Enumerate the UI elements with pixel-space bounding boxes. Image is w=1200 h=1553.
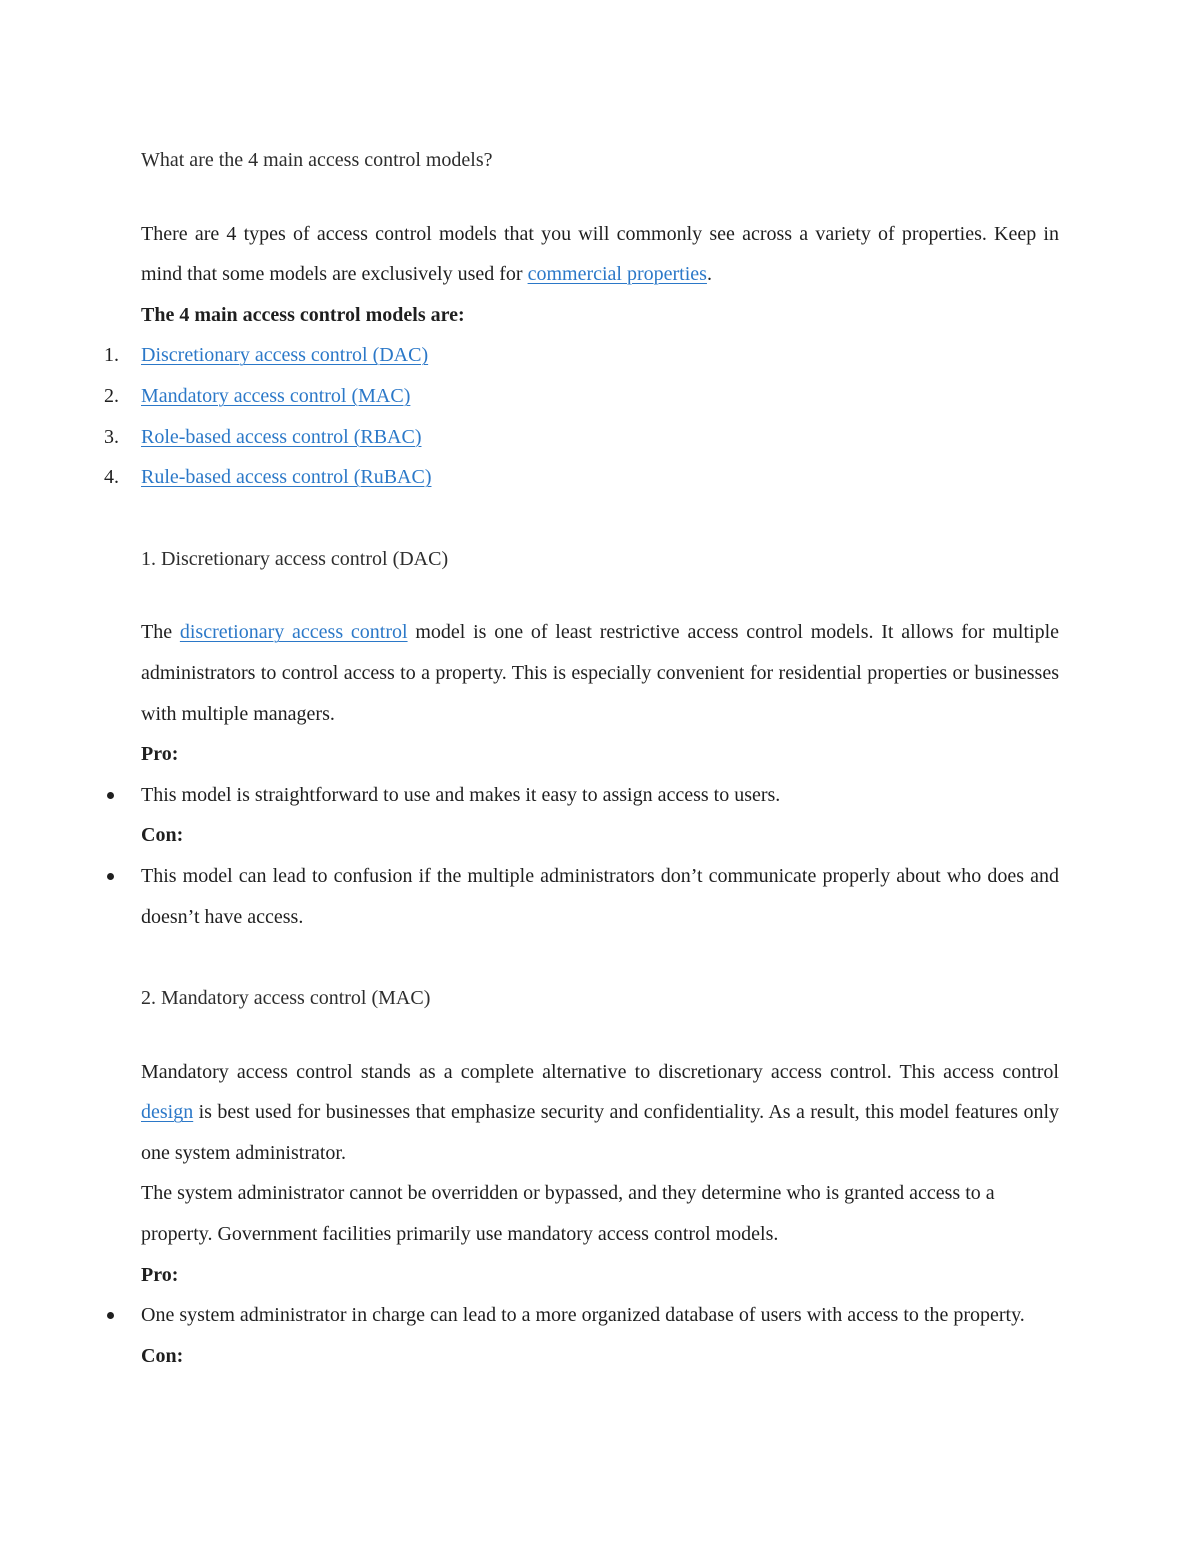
bullet-icon	[107, 792, 114, 799]
dac-con-text: This model can lead to confusion if the multiple administrators don’t communicate properly about who does and doesn’t have access.	[141, 864, 1059, 928]
dac-con-label: Con:	[141, 824, 184, 847]
intro-text-before: There are 4 types of access control models that you will commonly see across a variety of properties. Keep in mind that some models are exclusively used for	[141, 222, 1059, 286]
list-item	[104, 376, 1059, 417]
discretionary-access-control-link[interactable]: discretionary access control	[179, 621, 408, 644]
design-link[interactable]: design	[141, 1101, 194, 1124]
commercial-properties-link[interactable]: commercial properties	[527, 263, 707, 286]
question-heading: What are the 4 main access control models?	[141, 149, 493, 171]
spacer	[141, 937, 1059, 978]
mac-pro-list	[141, 1295, 1059, 1336]
dac-text-after: model is one of least restrictive access control models. It allows for multiple administrators to control access to a property. This is especially convenient for residential properties or businesses with multiple managers.	[141, 621, 1060, 725]
mac-text-before: Mandatory access control stands as a complete alternative to discretionary access control. This access control	[141, 1060, 1059, 1083]
list-number: 3.	[104, 425, 119, 448]
bullet-icon	[107, 873, 114, 880]
mac-con-label: Con:	[141, 1344, 184, 1367]
rbac-link[interactable]: Role-based access control (RBAC)	[141, 425, 422, 448]
list-number: 4.	[104, 466, 119, 489]
mac-paragraph-2: The system administrator cannot be overridden or bypassed, and they determine who is granted access to a property. Government facilities primarily use mandatory access control models.	[141, 1182, 995, 1246]
intro-text-after: .	[706, 263, 712, 286]
list-item	[104, 335, 1059, 376]
dac-section-heading: 1. Discretionary access control (DAC)	[141, 547, 449, 570]
mac-paragraph-1	[141, 1052, 1059, 1174]
intro-paragraph	[141, 214, 1059, 295]
mac-text-after: is best used for businesses that emphasize security and confidentiality. As a result, this model features only one system administrator.	[141, 1101, 1059, 1164]
list-item	[104, 417, 1059, 458]
list-item	[141, 775, 1059, 816]
list-number: 2.	[104, 384, 119, 407]
mac-pro-label: Pro:	[141, 1263, 179, 1286]
dac-con-list	[141, 856, 1059, 937]
list-item	[141, 1295, 1059, 1336]
spacer	[141, 579, 1059, 612]
mac-section-heading: 2. Mandatory access control (MAC)	[141, 987, 431, 1010]
spacer	[141, 1019, 1059, 1052]
dac-text-before: The	[141, 621, 180, 644]
list-item	[141, 856, 1059, 937]
list-item	[104, 457, 1059, 498]
dac-paragraph	[141, 612, 1059, 734]
models-heading: The 4 main access control models are:	[141, 303, 465, 326]
dac-pro-label: Pro:	[141, 743, 179, 766]
mac-link[interactable]: Mandatory access control (MAC)	[141, 384, 411, 407]
spacer	[141, 498, 1059, 539]
bullet-icon	[107, 1312, 114, 1319]
mac-pro-text: One system administrator in charge can lead to a more organized database of users with access to the property.	[141, 1304, 1025, 1327]
rubac-link[interactable]: Rule-based access control (RuBAC)	[141, 466, 432, 489]
dac-pro-list	[141, 775, 1059, 816]
spacer	[141, 181, 1059, 214]
document-page	[104, 140, 1060, 1376]
list-number: 1.	[104, 344, 119, 367]
dac-pro-text: This model is straightforward to use and makes it easy to assign access to users.	[141, 783, 781, 806]
dac-link[interactable]: Discretionary access control (DAC)	[141, 344, 429, 367]
models-list	[104, 335, 1059, 497]
